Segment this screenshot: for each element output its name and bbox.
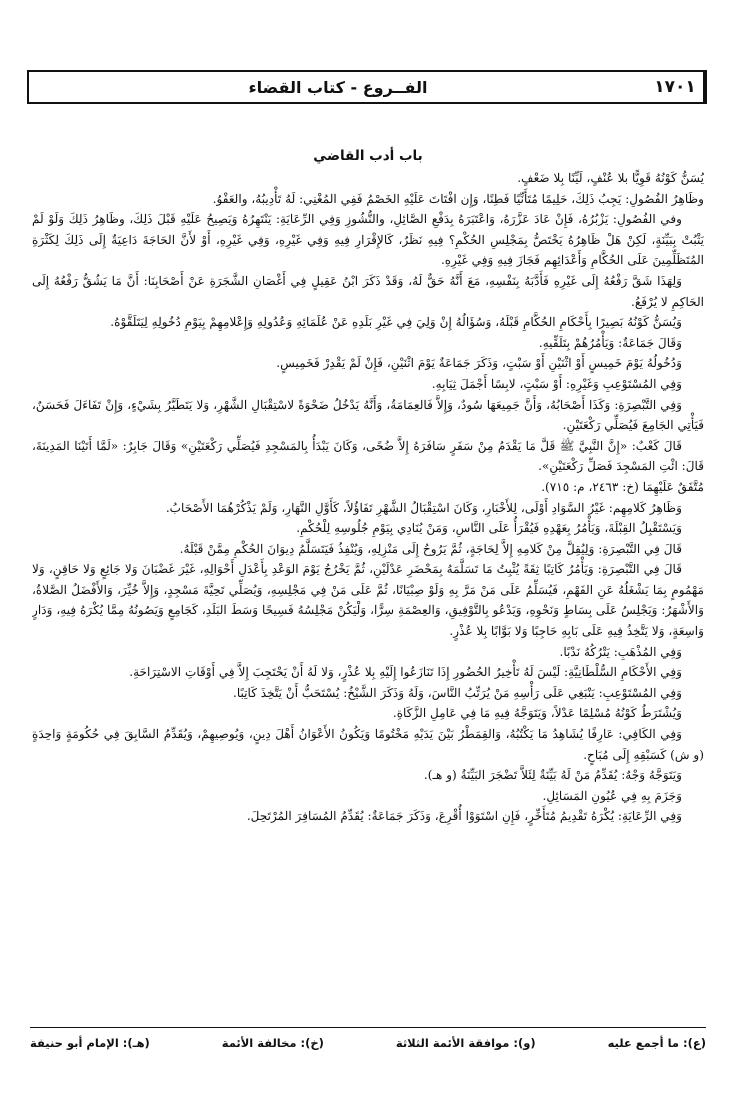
abbreviation-disagreement: (خ): مخالفة الأئمة [221,1036,324,1050]
paragraph: وَفِي المُسْتَوْعِبِ وَغَيْرِهِ: أَوْ سَبْتٍ، لابِسًا أَجْمَلَ ثِيَابِهِ. [431,376,682,391]
paragraph: وَيُسَنُّ كَوْنُهُ بَصِيرًا بِأَحْكَامِ الحُكَّامِ قَبْلَهُ، وَسُؤَالُهُ إِنْ وَلِيَ فِي غَيْرِ بَلَدِهِ عَنْ عُلَمَائِهِ وَعُدُولِهِ وَإِعْلامِهِمْ بِيَوْمِ دُخُولِهِ لِيَتَلَقَّوْهُ. [110,315,682,330]
paragraph: وَفِي المُسْتَوْعِبِ: يَنْبَغِي عَلَى رَأْسِهِ مَنْ يُرَتِّبُ النَّاسَ، وَلَهُ وَذَكَرَ الشَّيْخُ: يُسْتَحَبُّ أَنْ يَتَّخِذَ كَاتِبًا. [232,685,682,700]
paragraph: وَقَالَ جَمَاعَةٌ: وَيَأْمُرُهُمْ بِتَلَقِّيهِ. [538,335,682,350]
page-number: ١٧٠١ [647,72,705,102]
paragraph: وَفِي الرِّعَايَةِ: يُكْرَهُ تَقْدِيمُ مُتَأَخِّرٍ، فَإِنِ اسْتَوَوْا أُقْرِعَ، وَذَكَرَ جَمَاعَةٌ: يُقَدِّمُ المُسَافِرَ المُرْتَحِلَ. [246,809,682,824]
running-title: الفــروع - كتاب القضاء [248,77,428,97]
page-header [27,70,707,104]
paragraph: مُتَّفَقٌ عَلَيْهِمَا (خ: ٢٤٦٣، م: ٧١٥). [541,479,704,494]
paragraph: وَيَسْتَقْبِلُ القِبْلَةَ، وَيَأْمُرُ بِعَهْدِهِ فَيُقْرَأُ عَلَى النَّاسِ، وَمَنْ يُنَادِي بِيَوْمِ جُلُوسِهِ لِلْحُكْمِ. [296,521,682,536]
paragraph: وَدُخُولُهُ يَوْمَ خَمِيسٍ أَوْ اثْنَيْنِ أَوْ سَبْتٍ، وَذَكَرَ جَمَاعَةٌ يَوْمَ اثْنَيْنِ، فَإِنْ لَمْ يَقْدِرْ فَخَمِيسٍ. [276,356,682,371]
paragraph: وَفِي المُذْهَبِ: يَتْرُكُهُ نَدْبًا. [559,644,682,659]
abbreviation-abu-hanifa: (هـ): الإمام أبو حنيفة [30,1036,150,1050]
paragraph: وَلِهَذَا شَقَّ رَفْعُهُ إِلَى غَيْرِهِ فَأَدَّبَهُ بِنَفْسِهِ، مَعَ أَنَّهُ حَقٌّ لَهُ، وَقَدْ ذَكَرَ ابْنُ عَقِيلٍ فِي أَغْصَانِ الشَّجَرَةِ عَنْ أَصْحَابِنَا: أَنَّ مَا يَشُقُّ رَفْعُهُ إِلَى الحَاكِمِ لا يُرْفَعُ. [32,273,704,309]
paragraph: قَالَ فِي التَّبْصِرَةِ: وَيَأْمُرُ كَاتِبًا ثِقَةً يُثْبِتُ مَا تَسَلَّمَهُ بِمَحْضَرِ عَدْلَيْنِ، ثُمَّ يَخْرُجُ يَوْمَ الوَعْدِ بِأَعْدَلِ أَحْوَالِهِ، غَيْرَ غَضْبَانَ وَلا جَائِعٍ وَلا حَاقِنٍ، وَلا مَهْمُومٍ بِمَا يَشْغَلُهُ عَنِ الفَهْمِ، فَيُسَلِّمُ عَلَى مَنْ مَرَّ بِهِ وَلَوْ صِبْيَانًا، ثُمَّ عَلَى مَنْ فِي مَجْلِسِهِ، وَيُصَلِّي تَحِيَّةَ مَسْجِدٍ، وَإِلاَّ خُيِّرَ، وَالأَفْضَلُ الصَّلاةُ، وَالأَشْهَرُ: وَيَجْلِسُ عَلَى بِسَاطٍ وَنَحْوِهِ، وَيَدْعُو بِالتَّوْفِيقِ، وَالعِصْمَةِ سِرًّا، وَلْيَكُنْ مَجْلِسُهُ فَسِيحًا وَسَطَ البَلَدِ، كَجَامِعٍ وَيَصُونُهُ مِمَّا يُكْرَهُ فِيهِ، وَدَارٍ وَاسِعَةٍ، وَلا يَتَّخِذُ فِيهِ عَلَى بَابِهِ حَاجِبًا وَلا بَوَّابًا بِلا عُذْرٍ. [32,562,704,639]
paragraph: وَيُشْتَرَطُ كَوْنُهُ مُسْلِمًا عَدْلاً، وَيَتَوَجَّهُ فِيهِ مَا فِي عَامِلِ الزَّكَاةِ. [392,706,682,721]
paragraph: وَفِي الأَحْكَامِ السُّلْطَانِيَّةِ: لَيْسَ لَهُ تَأْخِيرُ الحُضُورِ إِذَا تَنَازَعُوا إِلَيْهِ بِلا عُذْرٍ، وَلا لَهُ أَنْ يَحْتَجِبَ إِلاَّ فِي أَوْقَاتِ الاسْتِرَاحَةِ. [129,665,682,680]
abbreviation-key [30,1036,706,1050]
paragraph: وَظَاهِرُ كَلامِهِم: غَيْرُ السَّوَادِ أَوْلَى، لِلأَخْبَارِ، وَكَانَ اسْتِقْبَالُ الشَّهْرِ تَفَاؤُلاً، كَأَوَّلِ النَّهَارِ، وَلَمْ يَذْكُرْهُمَا الأَصْحَابُ. [165,500,682,515]
abbreviation-agreement: (و): موافقة الأئمة الثلاثة [395,1036,536,1050]
paragraph: قَالَ كَعْبٌ: «إِنَّ النَّبِيَّ ﷺ قَلَّ مَا يَقْدَمُ مِنْ سَفَرٍ سَافَرَهُ إِلاَّ ضُحًى، وَكَانَ يَبْدَأُ بِالمَسْجِدِ فَيُصَلِّي رَكْعَتَيْنِ» وَقَالَ جَابِرٌ: «لَمَّا أَتَيْنَا المَدِينَةَ، قَالَ: ائْتِ المَسْجِدَ فَصَلِّ رَكْعَتَيْنِ». [32,438,704,474]
abbreviation-ijma: (ع): ما أجمع عليه [607,1036,706,1050]
paragraph: وَيَتَوَجَّهُ وَجْهٌ: يُقَدِّمُ مَنْ لَهُ بَيِّنَةٌ لِئَلاَّ تَضْجَرَ البَيِّنَةُ (و هـ). [423,768,682,783]
paragraph: وَفِي التَّبْصِرَةِ: وَكَذَا أَصْحَابُهُ، وَأَنَّ جَمِيعَهَا سُودٌ، وَإِلاَّ فَالعِمَامَةُ، وَأَنَّهُ يَدْخُلُ ضَحْوَةً لاسْتِقْبَالِ الشَّهْرِ، وَلا يَتَطَيَّرُ بِشَيْءٍ، وَإِنْ تَفَاءَلَ فَحَسَنٌ، فَيَأْتِي الجَامِعَ فَيُصَلِّي رَكْعَتَيْنِ. [32,397,704,433]
main-text [32,168,704,1026]
paragraph: وَفِي الكَافِي: عَارِفًا يُشَاهِدُ مَا يَكْتُبُهُ، وَالقِمَطْرُ بَيْنَ يَدَيْهِ مَخْتُومًا وَيَكُونُ الأَعْوَانُ أَهْلَ دِينٍ، وَيُوصِيهِمْ، وَيُقَدِّمُ السَّابِقَ فِي حُكُومَةٍ وَاحِدَةٍ (و ش) كَسَبْقِهِ إِلَى مُبَاحٍ. [32,727,704,762]
section-heading: باب أدب القاضي [313,148,423,164]
paragraph: وظَاهِرُ الفُصُولِ: يَجِبُ ذَلِكَ، حَلِيمًا مُتَأَنِّيًا فَطِنًا، وَإِن افْتَاتَ عَلَيْهِ الخَصْمُ فَفِي المُغْنِي: لَهُ تَأْدِيبُهُ، والعَفْوُ. [212,191,704,206]
paragraph: يُسَنُّ كَوْنُهُ قَوِيًّا بلا عُنْفٍ، لَيِّنًا بِلا ضَعْفٍ. [517,171,704,185]
paragraph: قَالَ فِي التَّبْصِرَةِ: وَلِيُقِلَّ مِنْ كَلامِهِ إِلاَّ لِحَاجَةٍ، ثُمَّ يَرُوحُ إِلَى مَنْزِلِهِ، وَيُنْفِذُ فَيَتَسَلَّمُ دِيوَانَ الحُكْمِ مِمَّنْ قَبْلَهُ. [179,541,682,556]
paragraph: وَجَزَمَ بِهِ فِي عُيُونِ المَسَائِلِ. [542,788,682,803]
footer-divider [30,1027,706,1028]
paragraph: وفي الفُصُولِ: يَزْبُرُهُ، فَإِنْ عَادَ عَزَّرَهُ، وَاعْتَبَرَهُ بِدَفْعِ الصَّائِلِ، والنُّشُوزِ وَفِي الرِّعَايَةِ: يَنْتَهِرُهُ وَيَصِيحُ عَلَيْهِ قَبْلَ ذَلِكَ، وظَاهِرُ ذَلِكَ وَلَوْ لَمْ يَثْبُتْ بِبَيِّنَةٍ، لَكِنْ هَلْ ظَاهِرُهُ يَخْتَصُّ بِمَجْلِسِ الحُكْمِ؟ فِيهِ نَظَرٌ، كَالإِقْرَارِ فِيهِ وَفِي غَيْرِهِ، وَفِي غَيْرِهِ، أَوْ لأَنَّ الحَاجَةَ دَاعِيَةٌ إِلَى ذَلِكَ لِكَثْرَةِ المُتَظَلِّمِينَ عَلَى الحُكَّامِ وَأَعْدَائِهِم فَجَازَ فِيهِ وَفِي غَيْرِهِ. [32,212,704,268]
